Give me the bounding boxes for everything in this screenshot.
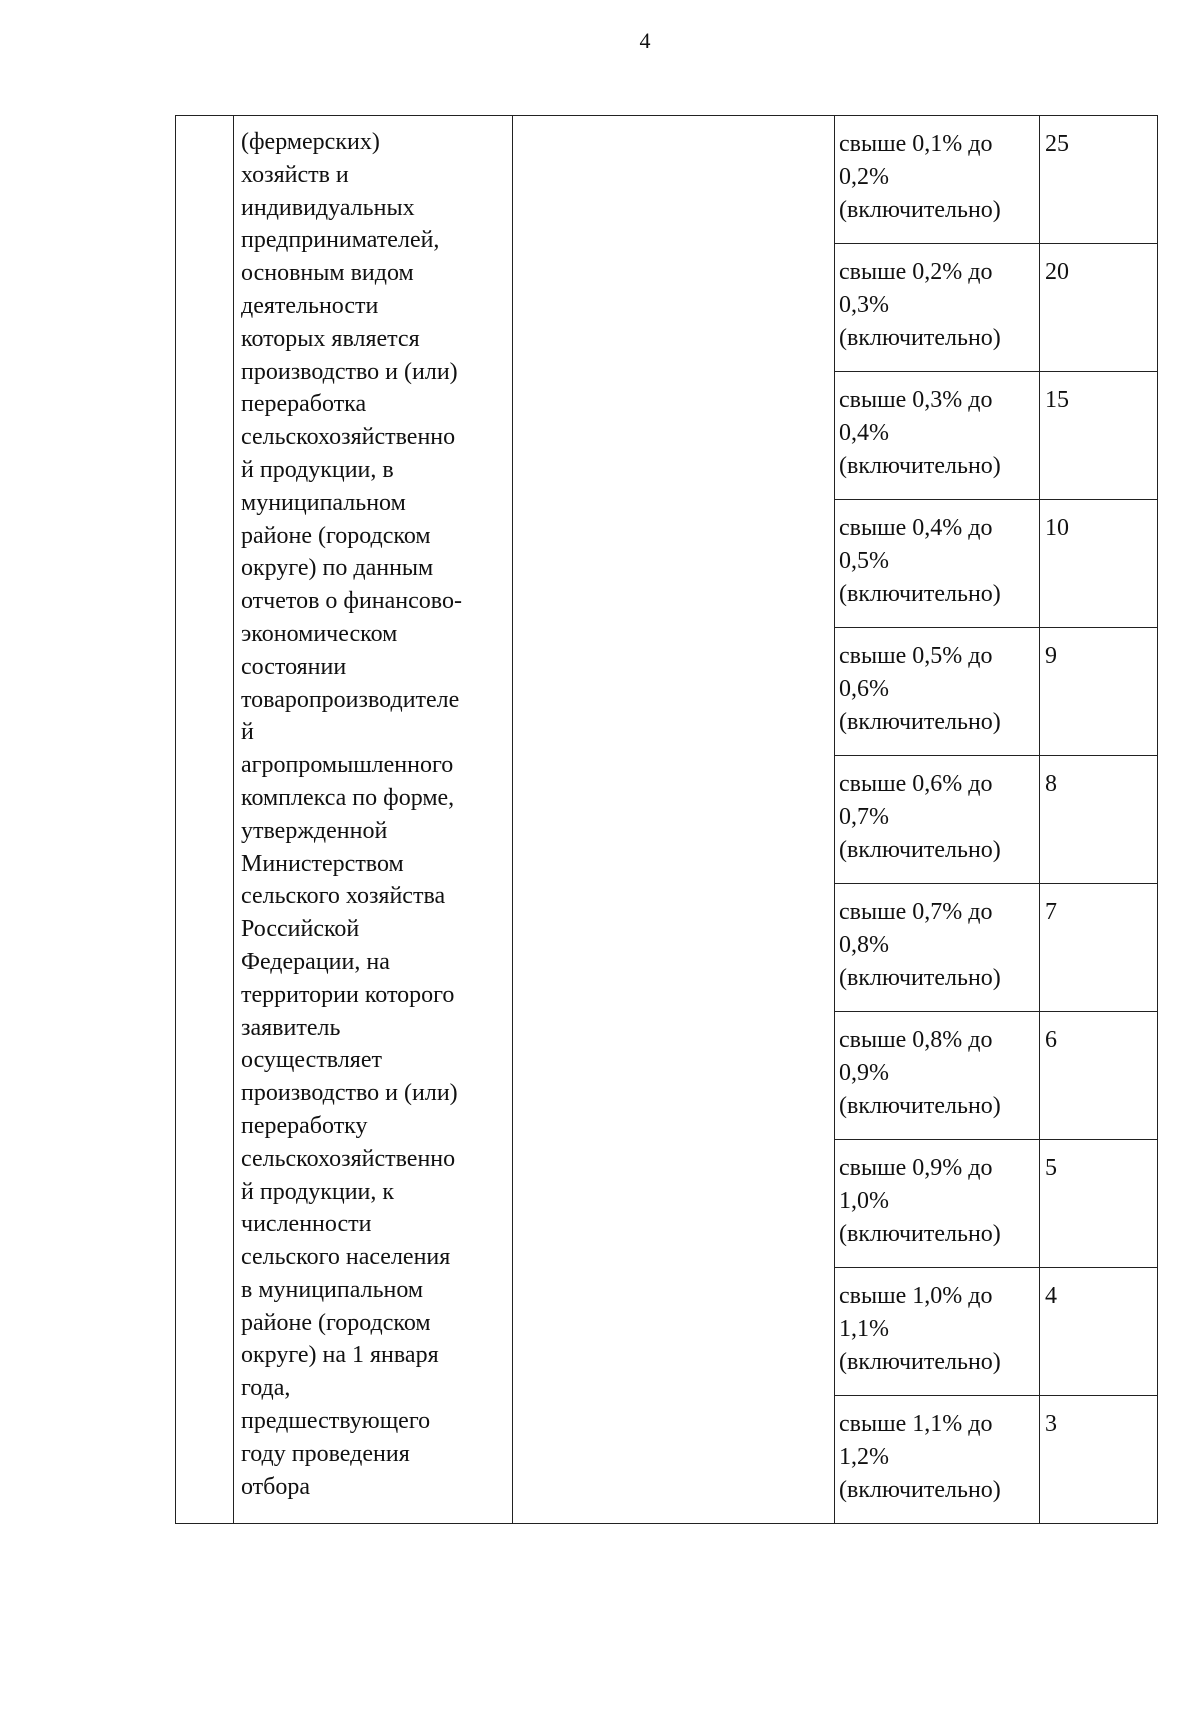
criterion-description: (фермерских) хозяйств и индивидуальных предпринимателей, основным видом деятельности которых является производство и (или) переработка сельскохозяйственно й продукции, в муниципальном районе (городском округе) по данным отчетов о финансово- экономическом состоянии товаропроизводителе й агропромышленного комплекса по форме, утвержденной Министерством сельского хозяйства Российской Федерации, на территории которого заявитель осуществляет производство и (или) переработку сельскохозяйственно й продукции, к численности сельского населения в муниципальном районе (городском округе) на 1 января года, предшествующего году проведения отбора [234, 116, 513, 1524]
score-cell: 25 [1040, 116, 1158, 244]
score-cell: 5 [1040, 1140, 1158, 1268]
criteria-table-body [176, 116, 1158, 1524]
empty-cell [513, 116, 835, 1524]
range-cell: свыше 0,8% до 0,9% (включительно) [835, 1012, 1040, 1140]
score-cell: 7 [1040, 884, 1158, 1012]
score-cell: 8 [1040, 756, 1158, 884]
score-cell: 3 [1040, 1396, 1158, 1524]
criteria-table [175, 115, 1158, 1524]
score-cell: 6 [1040, 1012, 1158, 1140]
range-cell: свыше 0,5% до 0,6% (включительно) [835, 628, 1040, 756]
table-row [176, 116, 1158, 244]
range-cell: свыше 0,3% до 0,4% (включительно) [835, 372, 1040, 500]
score-cell: 4 [1040, 1268, 1158, 1396]
range-cell: свыше 0,2% до 0,3% (включительно) [835, 244, 1040, 372]
range-cell: свыше 0,9% до 1,0% (включительно) [835, 1140, 1040, 1268]
score-cell: 9 [1040, 628, 1158, 756]
score-cell: 15 [1040, 372, 1158, 500]
range-cell: свыше 0,6% до 0,7% (включительно) [835, 756, 1040, 884]
range-cell: свыше 0,1% до 0,2% (включительно) [835, 116, 1040, 244]
number-cell [176, 116, 234, 1524]
range-cell: свыше 0,7% до 0,8% (включительно) [835, 884, 1040, 1012]
range-cell: свыше 0,4% до 0,5% (включительно) [835, 500, 1040, 628]
score-cell: 10 [1040, 500, 1158, 628]
range-cell: свыше 1,1% до 1,2% (включительно) [835, 1396, 1040, 1524]
page-number: 4 [639, 28, 651, 53]
score-cell: 20 [1040, 244, 1158, 372]
range-cell: свыше 1,0% до 1,1% (включительно) [835, 1268, 1040, 1396]
